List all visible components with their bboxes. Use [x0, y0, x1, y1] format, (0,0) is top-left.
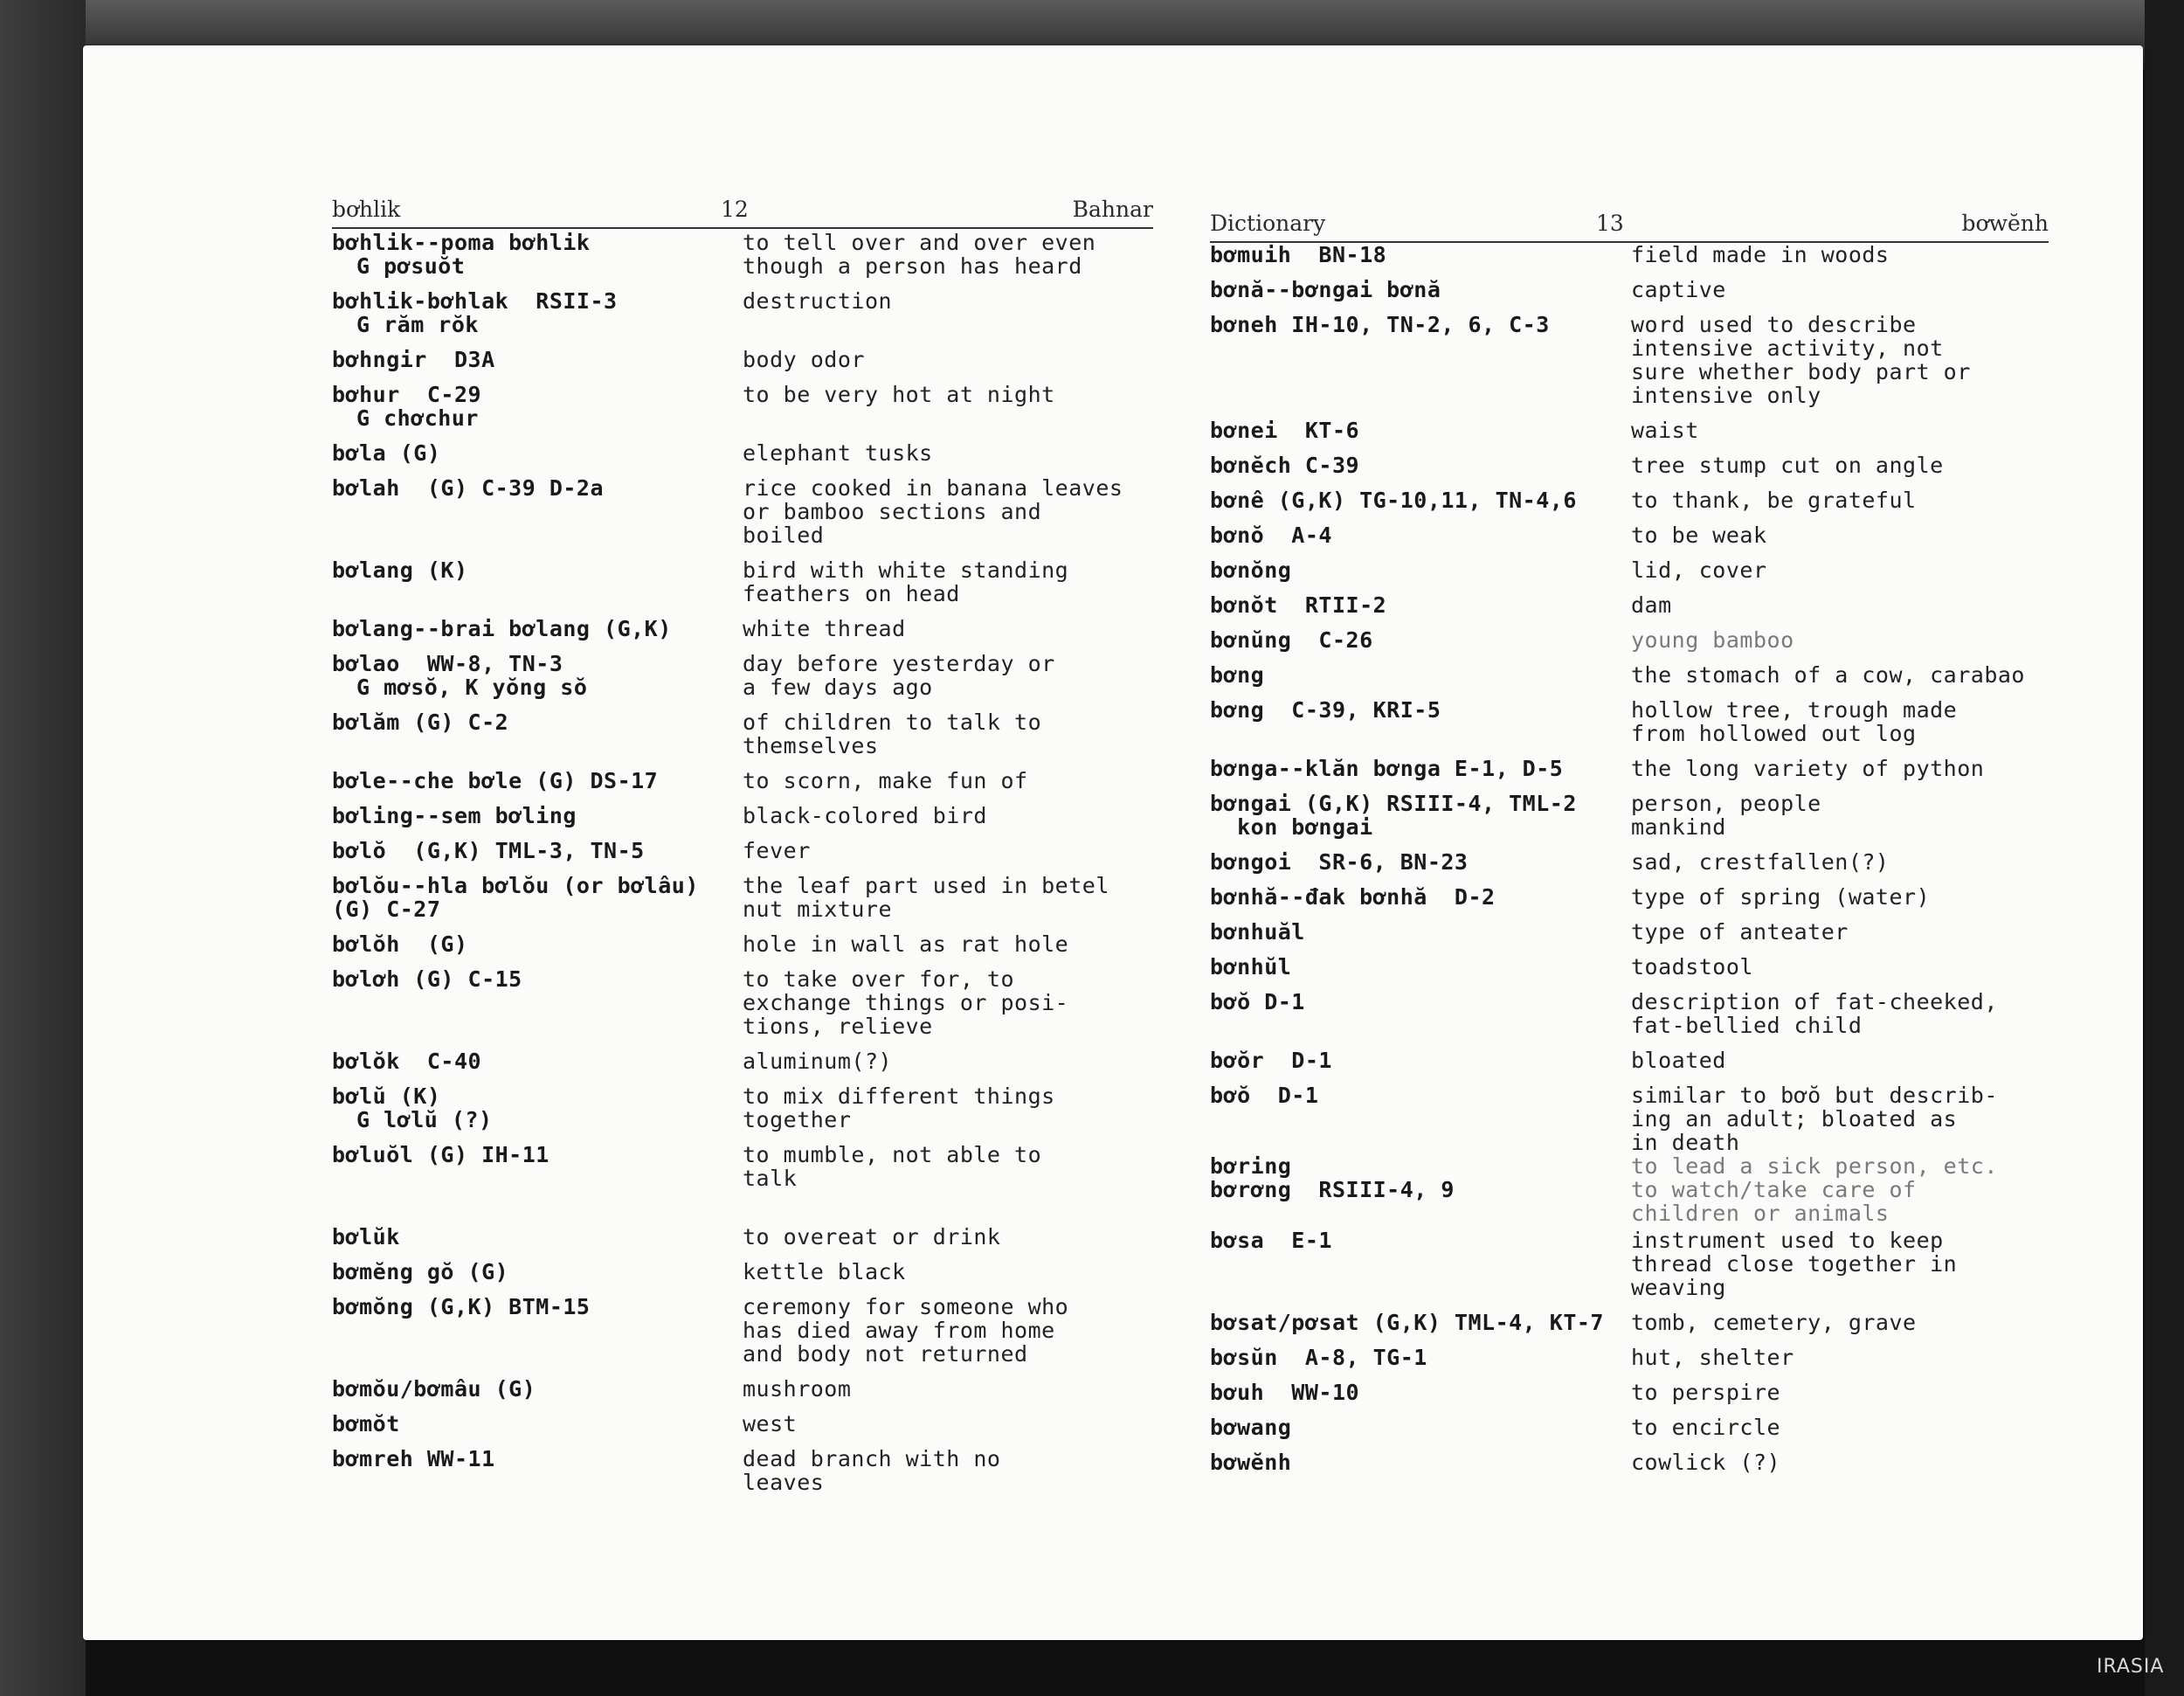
dictionary-entry — [1210, 1154, 2049, 1225]
headword: bơŏ D-1 — [1210, 989, 1305, 1014]
dictionary-entry — [332, 710, 1153, 758]
headword: bơla (G) — [332, 440, 441, 466]
definition: sad, crestfallen(?) — [1631, 849, 1890, 875]
dictionary-entry — [332, 1049, 1153, 1073]
dictionary-entry — [332, 1260, 1153, 1284]
dictionary-entry — [332, 476, 1153, 547]
dictionary-entry — [1210, 850, 2049, 874]
dictionary-entry — [1210, 757, 2049, 780]
dictionary-entry — [1210, 990, 2049, 1037]
dictionary-entry — [1210, 488, 2049, 512]
definition: word used to describe intensive activity, not sure whether body part or intensive only — [1631, 312, 1971, 408]
definition: to take over for, to exchange things or posi- tions, relieve — [743, 966, 1069, 1039]
dictionary-entry — [332, 441, 1153, 465]
headword: bơmŏng (G,K) BTM-15 — [332, 1294, 591, 1319]
headword: bơlŭ (K) — [332, 1083, 441, 1109]
definition: tree stump cut on angle — [1631, 453, 1944, 478]
headword: bơlŏu--hla bơlŏu (or bơlâu) — [332, 873, 699, 898]
definition: the long variety of python — [1631, 756, 1985, 781]
headword: bơsat/pơsat (G,K) TML-4, KT-7 — [1210, 1310, 1604, 1335]
definition: fever — [743, 838, 811, 863]
headword: bơneh IH-10, TN-2, 6, C-3 — [1210, 312, 1550, 337]
definition: to mumble, not able to talk — [743, 1142, 1042, 1191]
headword: bơluŏl (G) IH-11 — [332, 1142, 549, 1167]
dictionary-entry — [332, 932, 1153, 956]
headword: bơlŏ (G,K) TML-3, TN-5 — [332, 838, 645, 863]
headword: bơmreh WW-11 — [332, 1446, 495, 1471]
entry-list — [332, 231, 1153, 1506]
dictionary-entry — [1210, 955, 2049, 979]
header-guide-word: bơwĕnh — [1961, 211, 2049, 236]
definition: body odor — [743, 347, 865, 372]
dictionary-entry — [1210, 628, 2049, 652]
definition: hut, shelter — [1631, 1345, 1794, 1370]
definition: person, people mankind — [1631, 791, 1821, 840]
headword: bơmŏu/bơmâu (G) — [332, 1376, 536, 1402]
definition: to be weak — [1631, 523, 1767, 548]
dictionary-entry — [1210, 1346, 2049, 1369]
headword: bơnĕch C-39 — [1210, 453, 1360, 478]
headword: bơnŏt RTII-2 — [1210, 592, 1387, 618]
dictionary-entry — [332, 383, 1153, 430]
dictionary-entry — [332, 558, 1153, 606]
dictionary-entry — [332, 1412, 1153, 1436]
header-guide-word: bơhlik — [332, 197, 401, 222]
definition: aluminum(?) — [743, 1049, 893, 1074]
variant-form: (G) C-27 — [332, 896, 441, 922]
definition: to tell over and over even though a person has heard — [743, 230, 1096, 279]
dictionary-entry — [332, 1447, 1153, 1494]
definition: instrument used to keep thread close together in weaving — [1631, 1228, 1958, 1300]
dictionary-entry — [1210, 558, 2049, 582]
dictionary-entry — [332, 874, 1153, 921]
variant-form: G mơsŏ, K yŏng sŏ — [356, 675, 588, 700]
variant-form: G chơchur — [356, 405, 479, 431]
dictionary-entry — [1210, 920, 2049, 944]
headword: bơŏr D-1 — [1210, 1048, 1332, 1073]
dictionary-entry — [332, 617, 1153, 640]
dictionary-entry — [332, 1143, 1153, 1190]
definition: destruction — [743, 288, 893, 314]
definition: mushroom — [743, 1376, 852, 1402]
definition: the stomach of a cow, carabao — [1631, 662, 2025, 688]
scanner-background-left — [0, 0, 86, 1696]
headword: bơng C-39, KRI-5 — [1210, 697, 1441, 723]
definition: elephant tusks — [743, 440, 933, 466]
headword: bơlăm (G) C-2 — [332, 710, 509, 735]
headword: bơwĕnh — [1210, 1450, 1292, 1475]
definition: to perspire — [1631, 1380, 1781, 1405]
definition: hollow tree, trough made from hollowed out log — [1631, 697, 1958, 746]
definition: lid, cover — [1631, 557, 1767, 583]
headword: bơngai (G,K) RSIII-4, TML-2 kon bơngai — [1210, 791, 1577, 840]
headword: bơngoi SR-6, BN-23 — [1210, 849, 1469, 875]
headword: bơhur C-29 — [332, 382, 482, 407]
definition: hole in wall as rat hole — [743, 931, 1069, 957]
running-header — [1210, 201, 2049, 243]
headword: bơlŏh (G) — [332, 931, 468, 957]
definition: cowlick (?) — [1631, 1450, 1781, 1475]
definition: dam — [1631, 592, 1672, 618]
headword: bơsŭn A-8, TG-1 — [1210, 1345, 1427, 1370]
headword: bơnei KT-6 — [1210, 418, 1360, 443]
dictionary-entry — [1210, 1049, 2049, 1072]
dictionary-entry — [332, 348, 1153, 371]
headword: bơhlik--poma bơhlik — [332, 230, 591, 255]
dictionary-entry — [1210, 419, 2049, 442]
definition: tomb, cemetery, grave — [1631, 1310, 1917, 1335]
headword: bơmĕng gŏ (G) — [332, 1259, 509, 1284]
headword: bơhngir D3A — [332, 347, 495, 372]
headword: bơlŭk — [332, 1224, 400, 1250]
definition: field made in woods — [1631, 242, 1890, 267]
dictionary-entry — [332, 1225, 1153, 1249]
page-number: 12 — [721, 197, 749, 222]
dictionary-entry — [1210, 1450, 2049, 1474]
definition: captive — [1631, 277, 1726, 302]
headword: bơwang — [1210, 1415, 1292, 1440]
dictionary-entry — [1210, 792, 2049, 839]
definition: toadstool — [1631, 954, 1753, 980]
dictionary-entry — [1210, 1083, 2049, 1154]
dictionary-entry — [1210, 1381, 2049, 1404]
definition: white thread — [743, 616, 906, 641]
dictionary-entry — [1210, 278, 2049, 301]
dictionary-entry — [332, 1084, 1153, 1132]
definition: of children to talk to themselves — [743, 710, 1042, 758]
running-header — [332, 187, 1153, 229]
definition: the leaf part used in betel nut mixture — [743, 873, 1109, 922]
dictionary-entry — [332, 1377, 1153, 1401]
definition: to thank, be grateful — [1631, 488, 1917, 513]
headword: bơlang--brai bơlang (G,K) — [332, 616, 672, 641]
headword: bơlah (G) C-39 D-2a — [332, 475, 605, 501]
dictionary-entry — [332, 804, 1153, 827]
dictionary-entry — [332, 289, 1153, 336]
headword: bơnŏng — [1210, 557, 1292, 583]
definition: west — [743, 1411, 798, 1436]
headword: bơnhuăl — [1210, 919, 1305, 945]
header-language: Bahnar — [1072, 197, 1153, 222]
definition: bloated — [1631, 1048, 1726, 1073]
definition: rice cooked in banana leaves or bamboo sections and boiled — [743, 475, 1123, 548]
headword: bơsa E-1 — [1210, 1228, 1332, 1253]
definition: description of fat-cheeked, fat-bellied child — [1631, 989, 1998, 1038]
header-title: Dictionary — [1210, 211, 1326, 236]
definition: to encircle — [1631, 1415, 1781, 1440]
archive-watermark: IRASIA — [2097, 1656, 2165, 1678]
headword: bơmuih BN-18 — [1210, 242, 1387, 267]
definition: similar to bơŏ but describ- ing an adult; bloated as in death — [1631, 1083, 1998, 1155]
headword: bơnhă--đak bơnhă D-2 — [1210, 884, 1496, 910]
definition: black-colored bird — [743, 803, 987, 828]
dictionary-entry — [1210, 523, 2049, 547]
variant-form: G pơsuŏt — [356, 253, 466, 279]
headword: bơmŏt — [332, 1411, 400, 1436]
definition: bird with white standing feathers on head — [743, 557, 1069, 606]
headword: bơhlik-bơhlak RSII-3 — [332, 288, 618, 314]
entry-list — [1210, 243, 2049, 1485]
headword: bơnhŭl — [1210, 954, 1292, 980]
dictionary-entry — [332, 231, 1153, 278]
dictionary-entry — [1210, 593, 2049, 617]
headword: bơling--sem bơling — [332, 803, 577, 828]
definition: dead branch with no leaves — [743, 1446, 1001, 1495]
scanned-sheet — [83, 45, 2143, 1640]
headword: bơlŏk C-40 — [332, 1049, 482, 1074]
definition: type of anteater — [1631, 919, 1849, 945]
page-number: 13 — [1596, 211, 1624, 236]
headword: bơnŏ A-4 — [1210, 523, 1332, 548]
dictionary-entry — [1210, 885, 2049, 909]
definition: to lead a sick person, etc. to watch/take care of children or animals — [1631, 1153, 1998, 1226]
definition: to be very hot at night — [743, 382, 1055, 407]
headword: bơle--che bơle (G) DS-17 — [332, 768, 659, 793]
headword: bơŏ D-1 — [1210, 1083, 1319, 1108]
dictionary-entry — [1210, 453, 2049, 477]
scanner-background-right — [2145, 0, 2184, 1696]
headword: bơnê (G,K) TG-10,11, TN-4,6 — [1210, 488, 1577, 513]
definition: type of spring (water) — [1631, 884, 1931, 910]
definition: waist — [1631, 418, 1699, 443]
headword: bơlơh (G) C-15 — [332, 966, 522, 992]
definition: young bamboo — [1631, 627, 1794, 653]
variant-form: G răm rŏk — [356, 312, 479, 337]
definition: day before yesterday or a few days ago — [743, 651, 1055, 700]
headword: bơuh WW-10 — [1210, 1380, 1360, 1405]
headword: bơring bơrơng RSIII-4, 9 — [1210, 1153, 1455, 1202]
headword: bơnă--bơngai bơnă — [1210, 277, 1441, 302]
dictionary-entry — [1210, 663, 2049, 687]
definition: to mix different things together — [743, 1083, 1055, 1132]
dictionary-entry — [1210, 1229, 2049, 1299]
definition: to scorn, make fun of — [743, 768, 1028, 793]
dictionary-entry — [1210, 313, 2049, 407]
dictionary-entry — [332, 1295, 1153, 1366]
dictionary-entry — [1210, 1416, 2049, 1439]
dictionary-entry — [1210, 1311, 2049, 1334]
variant-form: G lơlŭ (?) — [356, 1107, 493, 1132]
dictionary-entry — [332, 839, 1153, 862]
dictionary-entry — [332, 769, 1153, 793]
dictionary-entry — [332, 652, 1153, 699]
definition: to overeat or drink — [743, 1224, 1001, 1250]
headword: bơnga--klăn bơnga E-1, D-5 — [1210, 756, 1564, 781]
headword: bơlao WW-8, TN-3 — [332, 651, 563, 676]
headword: bơng — [1210, 662, 1265, 688]
headword: bơnŭng C-26 — [1210, 627, 1373, 653]
definition: kettle black — [743, 1259, 906, 1284]
dictionary-entry — [1210, 698, 2049, 745]
dictionary-entry — [1210, 243, 2049, 267]
headword: bơlang (K) — [332, 557, 468, 583]
dictionary-entry — [332, 967, 1153, 1038]
definition: ceremony for someone who has died away from home and body not returned — [743, 1294, 1069, 1367]
